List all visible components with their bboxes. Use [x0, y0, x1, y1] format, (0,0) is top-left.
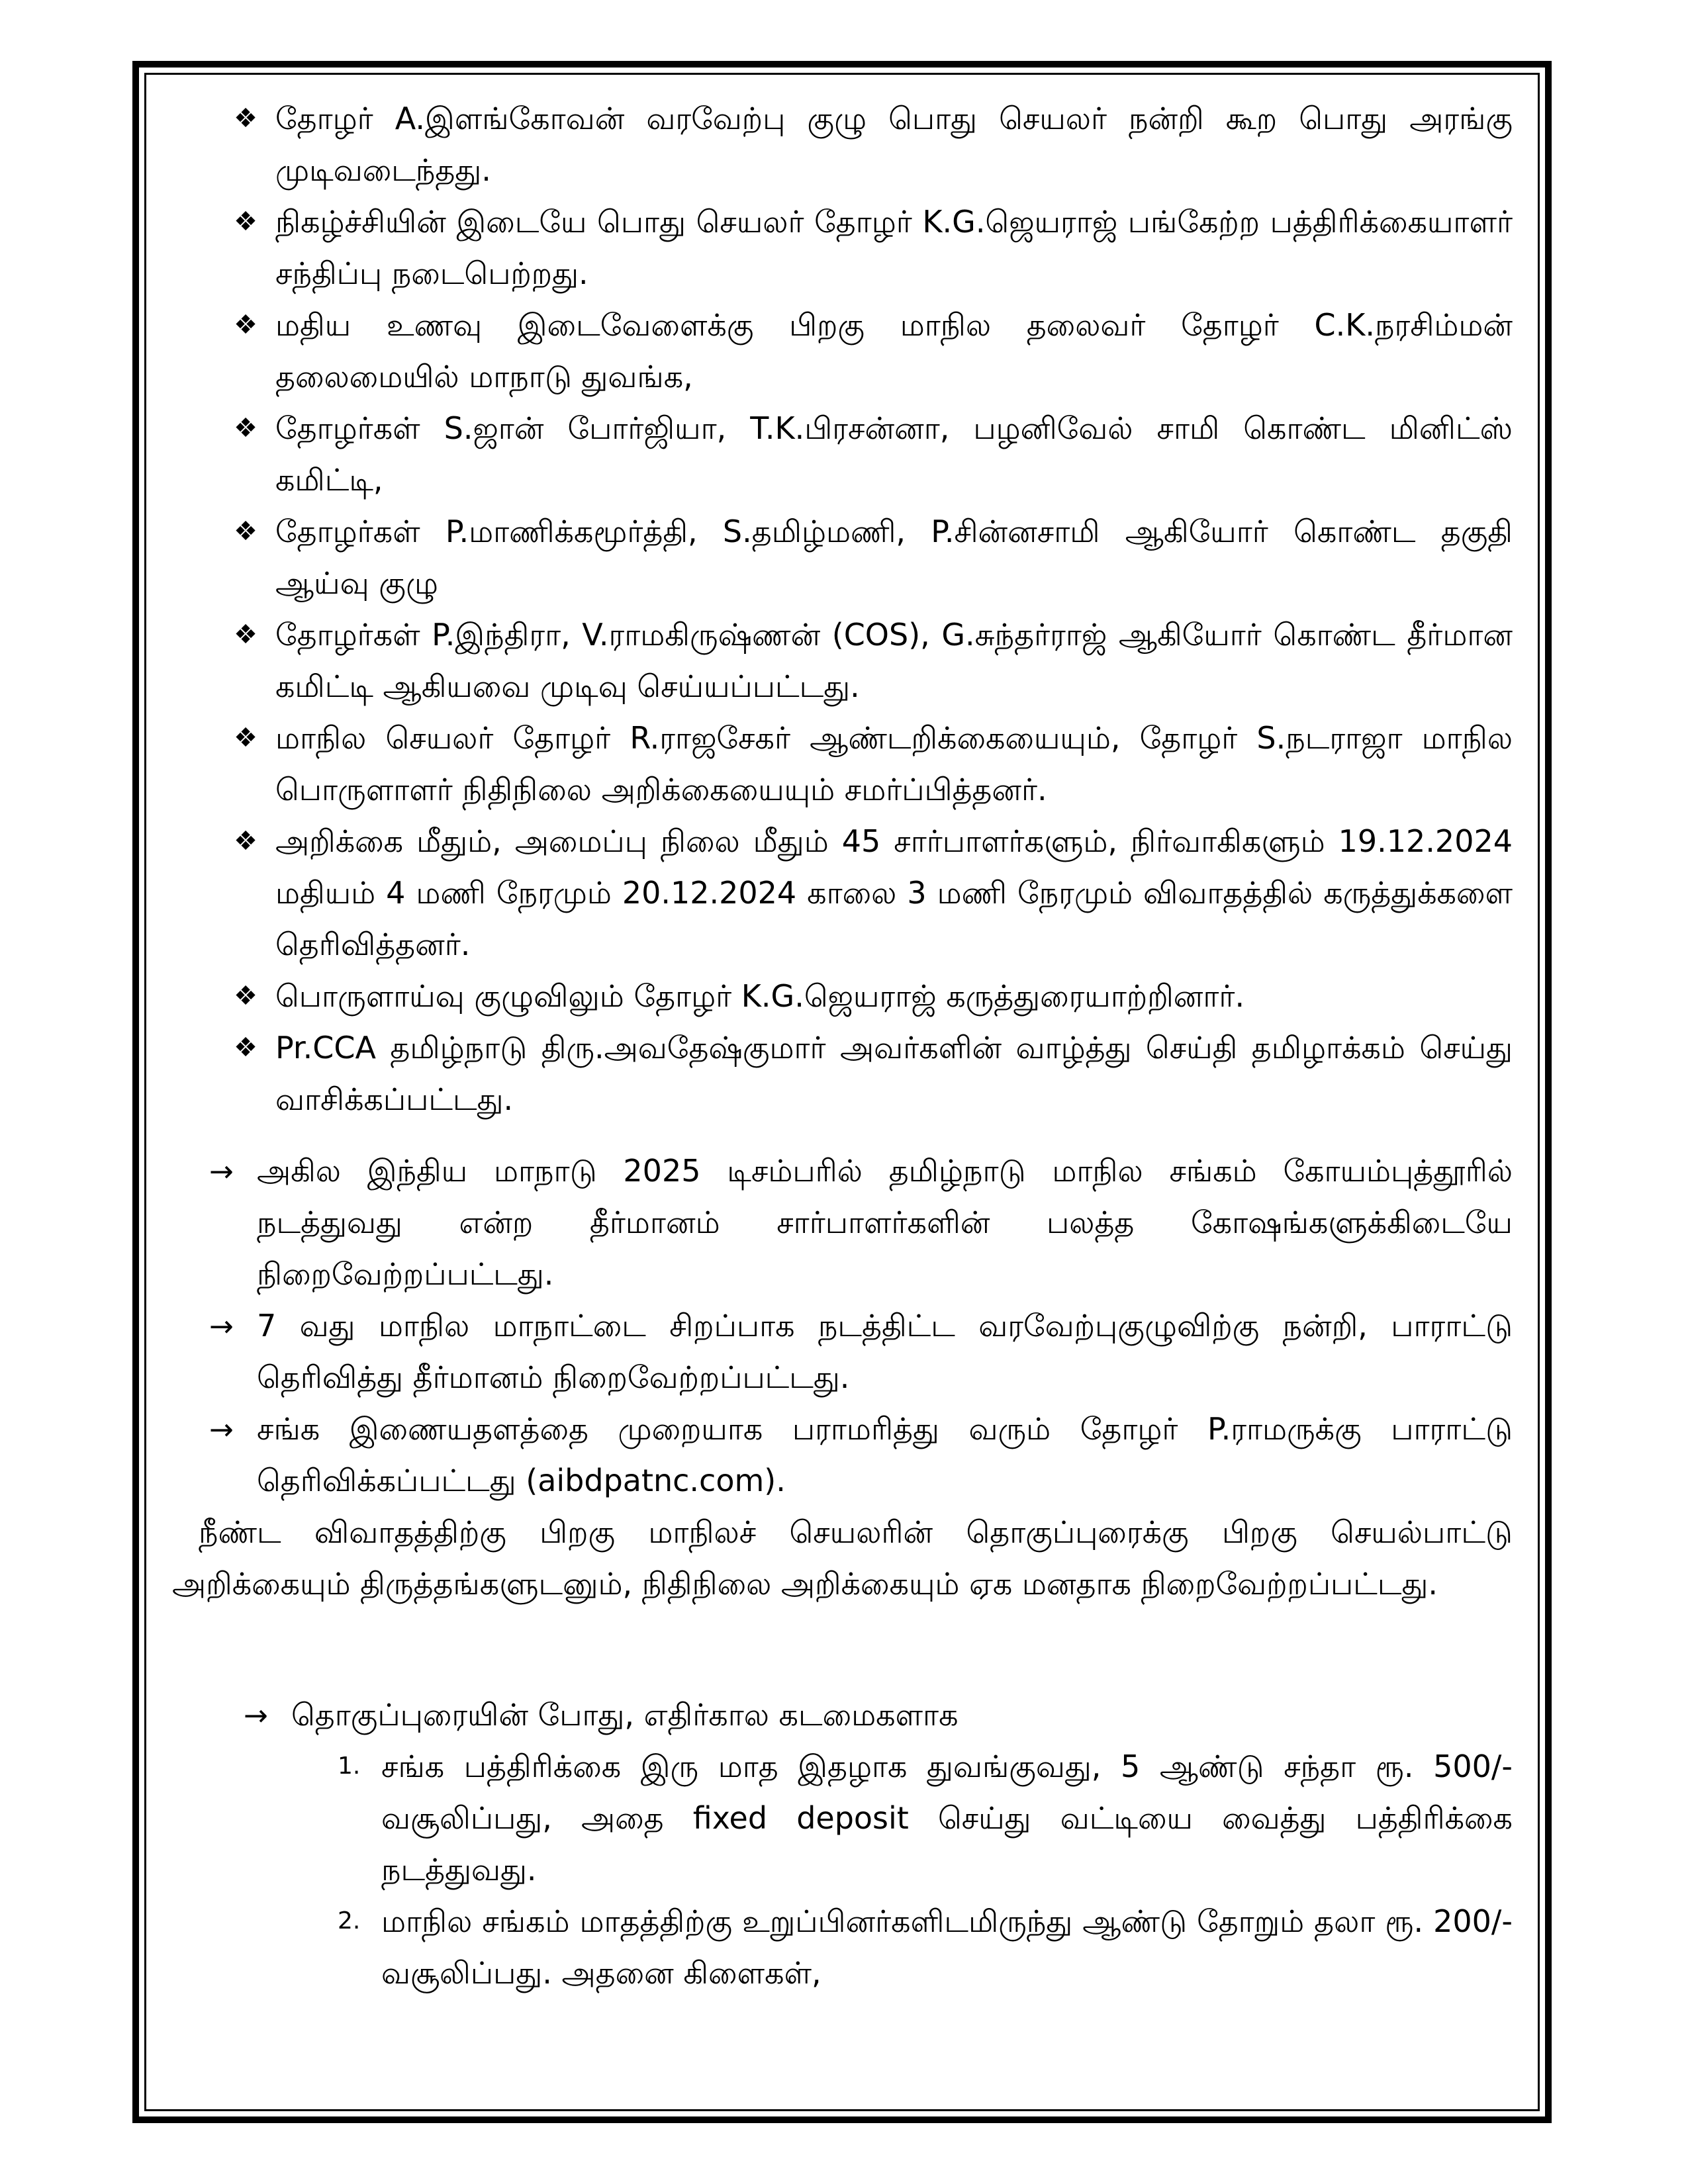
- bullet-item: ❖ அறிக்கை மீதும், அமைப்பு நிலை மீதும் 45 சார்பாளர்களும், நிர்வாகிகளும் 19.12.2024 மதியம் 4 மணி நேரமும் 20.12.2024 காலை 3 மணி நேரமும் விவாதத்தில் கருத்துக்களை தெரிவித்தனர்.: [172, 815, 1513, 970]
- bullet-item: ❖ தோழர்கள் S.ஜான் போர்ஜியா, T.K.பிரசன்னா, பழனிவேல் சாமி கொண்ட மினிட்ஸ் கமிட்டி,: [172, 402, 1513, 506]
- resolution-item: → 7 வது மாநில மாநாட்டை சிறப்பாக நடத்திட்ட வரவேற்புகுழுவிற்கு நன்றி, பாராட்டு தெரிவித்து தீர்மானம் நிறைவேற்றப்பட்டது.: [172, 1300, 1513, 1403]
- bullet-item: ❖ நிகழ்ச்சியின் இடையே பொது செயலர் தோழர் K.G.ஜெயராஜ் பங்கேற்ற பத்திரிக்கையாளர் சந்திப்பு நடைபெற்றது.: [172, 196, 1513, 299]
- diamond-bullet-icon: ❖: [234, 516, 258, 547]
- document-body: [172, 93, 1513, 1999]
- duties-heading: [172, 1689, 1513, 1741]
- bullet-item: ❖ தோழர்கள் P.மாணிக்கமூர்த்தி, S.தமிழ்மணி, P.சின்னசாமி ஆகியோர் கொண்ட தகுதி ஆய்வு குழு: [172, 506, 1513, 609]
- bullet-item: ❖ மதிய உணவு இடைவேளைக்கு பிறகு மாநில தலைவர் தோழர் C.K.நரசிம்மன் தலைமையில் மாநாடு துவங்க,: [172, 299, 1513, 402]
- arrow-right-icon: →: [244, 1699, 268, 1733]
- diamond-bullet-icon: ❖: [234, 103, 258, 134]
- bullet-item: ❖ மாநில செயலர் தோழர் R.ராஜசேகர் ஆண்டறிக்கையையும், தோழர் S.நடராஜா மாநில பொருளாளர் நிதிநிலை அறிக்கையையும் சமர்ப்பித்தனர்.: [172, 712, 1513, 815]
- item-number: 2.: [338, 1907, 361, 1934]
- bullet-item: ❖ பொருளாய்வு குழுவிலும் தோழர் K.G.ஜெயராஜ் கருத்துரையாற்றினார்.: [172, 970, 1513, 1022]
- bullet-list: [172, 93, 1513, 1125]
- arrow-right-icon: →: [209, 1155, 234, 1189]
- duty-item: 2. மாநில சங்கம் மாதத்திற்கு உறுப்பினர்களிடமிருந்து ஆண்டு தோறும் தலா ரூ. 200/- வசூலிப்பது. அதனை கிளைகள்,: [172, 1895, 1513, 1999]
- diamond-bullet-icon: ❖: [234, 981, 258, 1011]
- diamond-bullet-icon: ❖: [234, 310, 258, 340]
- summary-paragraph: நீண்ட விவாதத்திற்கு பிறகு மாநிலச் செயலரின் தொகுப்புரைக்கு பிறகு செயல்பாட்டு அறிக்கையும் திருத்தங்களுடனும், நிதிநிலை அறிக்கையும் ஏக மனதாக நிறைவேற்றப்பட்டது.: [172, 1514, 1513, 1602]
- diamond-bullet-icon: ❖: [234, 1032, 258, 1063]
- item-number: 1.: [338, 1752, 361, 1780]
- diamond-bullet-icon: ❖: [234, 826, 258, 856]
- resolution-item: → சங்க இணையதளத்தை முறையாக பராமரித்து வரும் தோழர் P.ராமருக்கு பாராட்டு தெரிவிக்கப்பட்டது (aibdpatnc.com).: [172, 1403, 1513, 1506]
- bullet-item: ❖ தோழர் A.இளங்கோவன் வரவேற்பு குழு பொது செயலர் நன்றி கூற பொது அரங்கு முடிவடைந்தது.: [172, 93, 1513, 196]
- arrow-right-icon: →: [209, 1310, 234, 1343]
- duty-item: 1. சங்க பத்திரிக்கை இரு மாத இதழாக துவங்குவது, 5 ஆண்டு சந்தா ரூ. 500/- வசூலிப்பது, அதை fixed deposit செய்து வட்டியை வைத்து பத்திரிக்கை நடத்துவது.: [172, 1741, 1513, 1895]
- bullet-item: ❖ தோழர்கள் P.இந்திரா, V.ராமகிருஷ்ணன் (COS), G.சுந்தர்ராஜ் ஆகியோர் கொண்ட தீர்மான கமிட்டி ஆகியவை முடிவு செய்யப்பட்டது.: [172, 609, 1513, 712]
- resolution-item: → அகில இந்திய மாநாடு 2025 டிசம்பரில் தமிழ்நாடு மாநில சங்கம் கோயம்புத்தூரில் நடத்துவது என்ற தீர்மானம் சார்பாளர்களின் பலத்த கோஷங்களுக்கிடையே நிறைவேற்றப்பட்டது.: [172, 1145, 1513, 1300]
- resolution-list: [172, 1145, 1513, 1506]
- diamond-bullet-icon: ❖: [234, 206, 258, 237]
- diamond-bullet-icon: ❖: [234, 723, 258, 753]
- diamond-bullet-icon: ❖: [234, 619, 258, 650]
- duties-heading-text: தொகுப்புரையின் போது, எதிர்கால கடமைகளாக: [291, 1697, 959, 1733]
- diamond-bullet-icon: ❖: [234, 413, 258, 443]
- arrow-right-icon: →: [209, 1413, 234, 1447]
- bullet-item: ❖ Pr.CCA தமிழ்நாடு திரு.அவதேஷ்குமார் அவர்களின் வாழ்த்து செய்தி தமிழாக்கம் செய்து வாசிக்கப்பட்டது.: [172, 1022, 1513, 1125]
- duties-list: [172, 1741, 1513, 1999]
